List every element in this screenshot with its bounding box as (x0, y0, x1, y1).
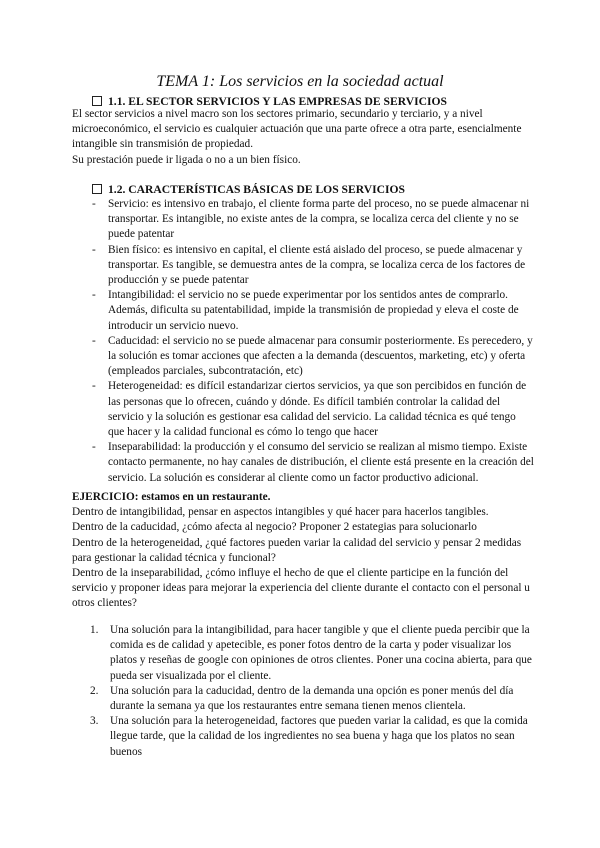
section-heading-1-2 (92, 182, 405, 198)
list-item (92, 379, 534, 440)
answer-item (92, 714, 534, 760)
answer-item (92, 684, 534, 714)
paragraph: Su prestación puede ir ligada o no a un bien físico. (72, 153, 301, 166)
list-item (92, 197, 534, 243)
dash-bullet: - (92, 243, 96, 256)
answer-text: Una solución para la caducidad, dentro de la demanda una opción es poner menús del día durante la semana ya que los restaurantes entre semana tienen menos clientela. (110, 684, 514, 713)
exercise-title: EJERCICIO: estamos en un restaurante. (72, 491, 271, 503)
list-item (92, 440, 534, 486)
dash-bullet: - (92, 441, 96, 454)
answer-item (92, 623, 534, 684)
list-item-text: Bien físico: es intensivo en capital, el cliente está aislado del proceso, se puede almacenar y transportar. Es tangible, se demuestra antes de la compra, se localiza cerca de los factores de producción y se puede patentar (108, 243, 526, 287)
list-item-text: Intangibilidad: el servicio no se puede experimentar por los sentidos antes de comprarlo. Además, dificulta su patentabilidad, impide la transmisión de propiedad y eleva el coste de introducir un servicio nuevo. (108, 289, 519, 332)
exercise-line: Dentro de la inseparabilidad, ¿cómo influye el hecho de que el cliente participe en la función del servicio y proponer ideas para mejorar la experiencia del cliente durante el contacto con el personal u otros clientes? (72, 567, 530, 610)
page-title: TEMA 1: Los servicios en la sociedad actual (156, 73, 444, 90)
exercise-line: Dentro de la caducidad, ¿cómo afecta al negocio? Proponer 2 estategias para solucionarlo (72, 521, 477, 534)
answer-text: Una solución para la heterogeneidad, factores que pueden variar la calidad, es que la comida llegue tarde, que la calidad de los ingredientes no sea buena y haga que los platos no sean buenos (110, 715, 528, 758)
list-item-text: Heterogeneidad: es difícil estandarizar ciertos servicios, ya que son percibidos en función de las personas que lo ofrecen, cuándo y dónde. Es difícil también controlar la calidad del servicio y la solución es gestionar esa calidad del servicio. La calidad técnica es qué tengo que hacer y la calidad funcional es cómo lo tengo que hacer (108, 380, 527, 439)
exercise-line: Dentro de intangibilidad, pensar en aspectos intangibles y qué hacer para hacerlos tangibles. (72, 506, 489, 519)
exercise-block (72, 490, 534, 612)
dash-bullet: - (92, 198, 96, 210)
dash-bullet: - (92, 289, 96, 302)
paragraph: El sector servicios a nivel macro son los sectores primario, secundario y terciario, y a nivel microeconómico, el servicio es cualquier actuación que una parte ofrece a otra parte, esencialmente intangible sin transmisión de propiedad. (72, 108, 522, 151)
dash-bullet: - (92, 380, 96, 393)
exercise-line: Dentro de la heterogeneidad, ¿qué factores pueden variar la calidad del servicio y pensar 2 medidas para gestionar la calidad técnica y funcional? (72, 536, 522, 564)
list-item-text: Inseparabilidad: la producción y el consumo del servicio se realizan al mismo tiempo. Existe contacto permanente, no hay canales de distribución, el cliente está presente en la creación del servicio. La solución es considerar al cliente como un factor productivo adicional. (108, 441, 534, 484)
answer-number: 2. (90, 684, 99, 697)
list-item (92, 288, 534, 334)
checkbox-icon (92, 96, 102, 106)
section-heading-1-2-text: 1.2. CARACTERÍSTICAS BÁSICAS DE LOS SERVICIOS (108, 183, 405, 196)
list-item-text: Servicio: es intensivo en trabajo, el cliente forma parte del proceso, no se puede almacenar ni transportar. Es intangible, no existe antes de la compra, se localiza cerca del cliente y no se puede patentar (108, 198, 530, 241)
answer-number: 3. (90, 715, 99, 728)
answer-text: Una solución para la intangibilidad, para hacer tangible y que el cliente pueda percibir que la comida es de calidad y apetecible, es poner fotos dentro de la carta y poder visualizar los platos y reseñas de google con opiniones de otros clientes. Poner una cocina abierta, para que pueda ser visualizada por el cliente. (110, 624, 532, 682)
section-heading-1-1-text: 1.1. EL SECTOR SERVICIOS Y LAS EMPRESAS DE SERVICIOS (108, 95, 447, 108)
list-item (92, 334, 534, 380)
checkbox-icon (92, 184, 102, 194)
answer-number: 1. (90, 624, 99, 636)
characteristics-list (92, 197, 534, 486)
list-item (92, 243, 534, 289)
list-item-text: Caducidad: el servicio no se puede almacenar para consumir posteriormente. Es perecedero, y la solución es tomar acciones que afecten a la demanda (descuentos, marketing, etc) y oferta (empleados parciales, subcontratación, etc) (108, 334, 533, 378)
answers-list (92, 623, 534, 760)
dash-bullet: - (92, 334, 96, 347)
section-1-1-body (72, 107, 534, 168)
